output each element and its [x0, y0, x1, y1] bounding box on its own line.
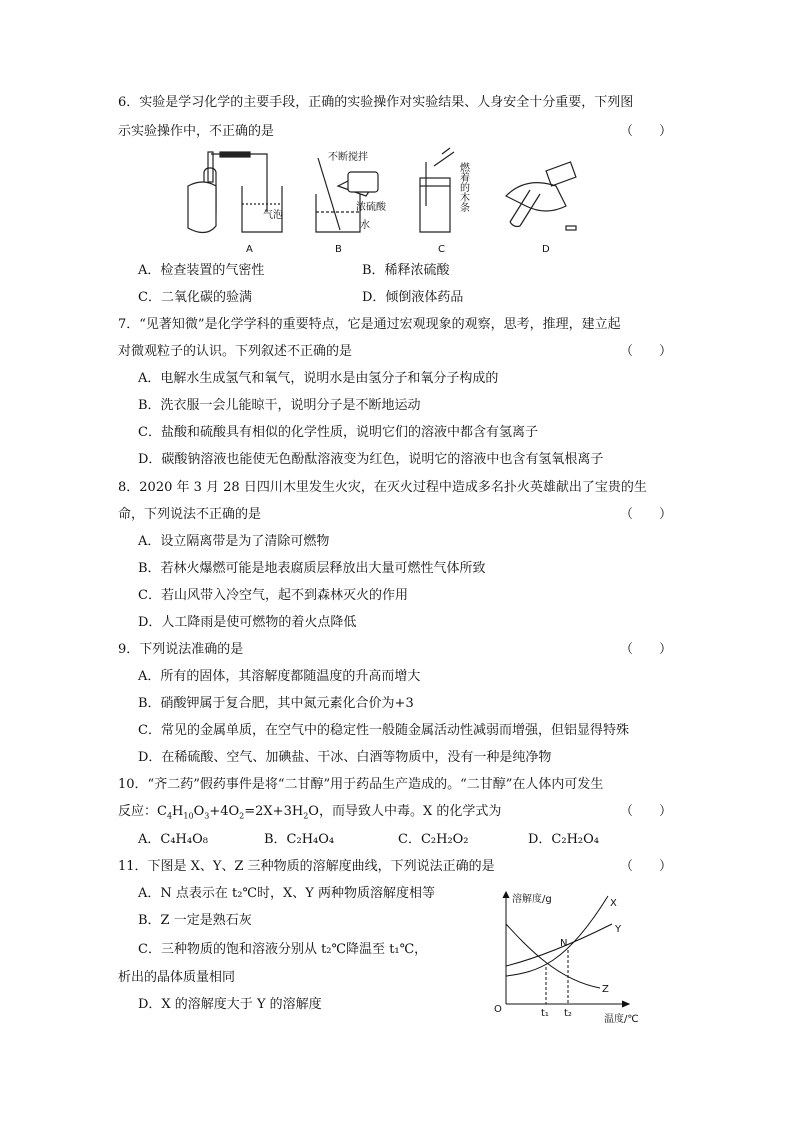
- q10-option-a: A．C₄H₄O₈: [138, 832, 208, 847]
- q6-answer-paren: （ ）: [620, 124, 673, 139]
- q10-stem-line1: 10．“齐二药”假药事件是将“二甘醇”用于药品生产造成的。“二甘醇”在人体内可发生: [118, 777, 604, 792]
- q6-option-c: C．二氧化碳的验满: [138, 290, 252, 305]
- q7-option-c: C．盐酸和硫酸具有相似的化学性质，说明它们的溶液中都含有氢离子: [138, 425, 538, 440]
- q6-option-b: B．稀释浓硫酸: [362, 263, 450, 278]
- q10-answer-paren: （ ）: [620, 804, 673, 819]
- q10-option-c: C．C₂H₂O₂: [398, 832, 469, 847]
- q8-option-c: C．若山风带入冷空气，起不到森林灭火的作用: [138, 588, 408, 603]
- q8-stem-line1: 8．2020 年 3 月 28 日四川木里发生火灾，在灭火过程中造成多名扑火英雄献出了宝贵的生: [118, 480, 647, 495]
- graph-y-label: 溶解度/g: [512, 894, 552, 905]
- q8-stem-line2: 命，下列说法不正确的是: [118, 507, 262, 522]
- svg-text:气泡: 气泡: [263, 210, 283, 221]
- figure-c-label: C: [438, 244, 445, 255]
- solubility-curve-graph: [488, 888, 658, 1026]
- q10-option-b: B．C₂H₄O₄: [264, 832, 335, 847]
- q6-option-a: A．检查装置的气密性: [138, 263, 265, 278]
- curve-y: [506, 924, 612, 966]
- figure-c-co2-test: [420, 148, 454, 232]
- figure-d-label: D: [542, 244, 550, 255]
- figure-c-splint-label: 燃着的木条: [457, 162, 469, 212]
- q7-option-d: D．碳酸钠溶液也能使无色酚酞溶液变为红色，说明它的溶液中也含有氢氧根离子: [138, 452, 604, 467]
- q6-stem-line2: 示实验操作中，不正确的是: [118, 124, 275, 139]
- graph-label-n: N: [560, 938, 568, 949]
- q8-option-d: D．人工降雨是使可燃物的着火点降低: [138, 615, 357, 630]
- graph-label-z: Z: [602, 984, 609, 995]
- graph-t2: t₂: [564, 1008, 572, 1019]
- q7-option-a: A．电解水生成氢气和氧气，说明水是由氢分子和氧分子构成的: [138, 371, 499, 386]
- curve-x: [506, 896, 608, 976]
- q6-figure: [180, 146, 600, 258]
- q7-stem-line1: 7．“见著知微”是化学学科的重要特点，它是通过宏观现象的观察，思考，推理，建立起: [118, 317, 621, 332]
- q8-option-b: B．若林火爆燃可能是地表腐质层释放出大量可燃性气体所致: [138, 561, 486, 576]
- q9-option-c: C．常见的金属单质，在空气中的稳定性一般随金属活动性减弱而增强，但铝显得特殊: [138, 723, 629, 738]
- q10-stem-line2: 反应：$C_4H_{10}O_3+4O_2=2X+3H_2O$，而导致人中毒。X 的化学式为: [118, 804, 502, 821]
- graph-origin: O: [494, 1004, 502, 1015]
- q11-answer-paren: （ ）: [620, 859, 673, 874]
- q8-answer-paren: （ ）: [620, 507, 673, 522]
- q10-option-d: D．C₂H₂O₄: [528, 832, 599, 847]
- q7-answer-paren: （ ）: [620, 344, 673, 359]
- q9-option-b: B．硝酸钾属于复合肥，其中氮元素化合价为+3: [138, 696, 414, 711]
- figure-b-label: B: [335, 244, 342, 255]
- q9-option-a: A．所有的固体，其溶解度都随温度的升高而增大: [138, 669, 421, 684]
- q6-stem-line1: 6．实验是学习化学的主要手段，正确的实验操作对实验结果、人身安全十分重要，下列图: [118, 95, 634, 110]
- q11-option-c-line1: C．三种物质的饱和溶液分别从 t₂℃降温至 t₁℃，: [138, 942, 428, 957]
- figure-b-water-label: 水: [360, 220, 370, 231]
- q11-option-b: B．Z 一定是熟石灰: [138, 913, 252, 928]
- q11-stem: 11．下图是 X、Y、Z 三种物质的溶解度曲线，下列说法正确的是: [118, 859, 495, 874]
- graph-label-y: Y: [615, 924, 622, 935]
- q9-stem: 9．下列说法准确的是: [118, 642, 244, 657]
- q9-option-d: D．在稀硫酸、空气、加碘盐、干冰、白酒等物质中，没有一种是纯净物: [138, 750, 552, 765]
- figure-a-airtightness: [188, 152, 283, 233]
- q11-option-d: D．X 的溶解度大于 Y 的溶解度: [138, 997, 322, 1012]
- figure-b-acid-label: 浓硫酸: [356, 202, 386, 213]
- q6-option-d: D．倾倒液体药品: [362, 290, 464, 305]
- graph-label-x: X: [610, 898, 617, 909]
- graph-x-label: 温度/℃: [604, 1014, 639, 1025]
- figure-a-label: A: [246, 244, 253, 255]
- curve-z: [506, 924, 600, 988]
- figure-b-stir-label: 不断搅拌: [328, 152, 368, 163]
- q7-stem-line2: 对微观粒子的认识。下列叙述不正确的是: [118, 344, 353, 359]
- q9-answer-paren: （ ）: [620, 642, 673, 657]
- q11-option-a: A．N 点表示在 t₂℃时，X、Y 两种物质溶解度相等: [138, 886, 435, 901]
- figure-d-pouring: [506, 162, 576, 230]
- q11-option-c-line2: 析出的晶体质量相同: [118, 970, 236, 985]
- graph-t1: t₁: [541, 1008, 549, 1019]
- q7-option-b: B．洗衣服一会儿能晾干，说明分子是不断地运动: [138, 398, 421, 413]
- q8-option-a: A．设立隔离带是为了清除可燃物: [138, 534, 330, 549]
